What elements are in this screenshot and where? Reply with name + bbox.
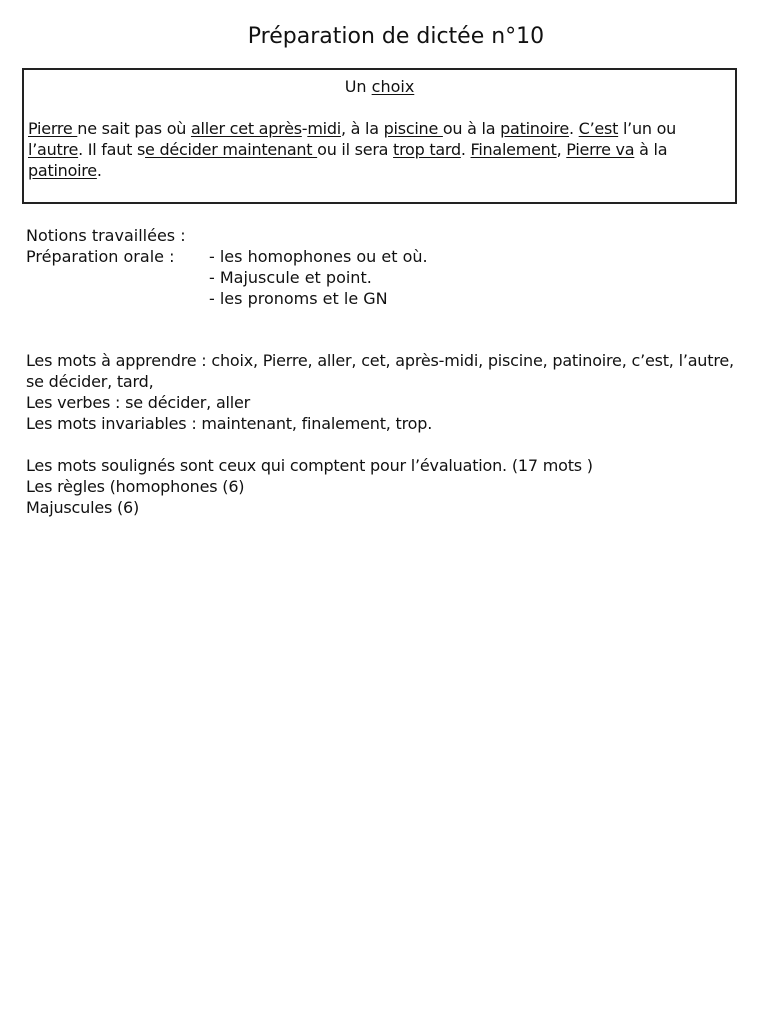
notions-list xyxy=(209,246,428,309)
oral-preparation-label: Préparation orale : xyxy=(26,247,175,266)
dictation-fragment: l’un ou xyxy=(618,119,677,138)
dictation-fragment: ou à la xyxy=(442,119,501,138)
underlined-word: Pierre va xyxy=(566,140,635,159)
underlined-word: Finalement xyxy=(470,140,557,159)
underlined-word: l’autre xyxy=(28,140,79,159)
evaluation-line: Les mots soulignés sont ceux qui comptent pour l’évaluation. (17 mots ) xyxy=(26,456,593,475)
notions-label: Notions travaillées : xyxy=(26,226,186,245)
underlined-word: midi xyxy=(307,119,341,138)
rules-line: Les règles (homophones (6) xyxy=(26,477,245,496)
dictation-fragment: à la xyxy=(634,140,668,159)
dictation-fragment: ou il sera xyxy=(317,140,394,159)
dictation-fragment: . xyxy=(96,161,102,180)
notion-item: - les pronoms et le GN xyxy=(209,288,428,309)
dictation-fragment: . Il faut s xyxy=(78,140,146,159)
words-to-learn: Les mots à apprendre : choix, Pierre, aller, cet, après-midi, piscine, patinoire, c’est, l’autre, se décider, tard, xyxy=(26,351,734,391)
notion-item: - les homophones ou et où. xyxy=(209,246,428,267)
notion-item: - Majuscule et point. xyxy=(209,267,428,288)
dictation-fragment: - xyxy=(301,119,308,138)
dictation-fragment: , xyxy=(556,140,567,159)
underlined-word: e décider maintenant xyxy=(145,140,318,159)
verbs-line: Les verbes : se décider, aller xyxy=(26,393,251,412)
page-title: Préparation de dictée n°10 xyxy=(247,24,545,49)
dictation-box xyxy=(22,68,737,204)
dictation-text xyxy=(28,118,731,181)
dictation-fragment: . xyxy=(569,119,579,138)
capitals-line: Majuscules (6) xyxy=(26,498,140,517)
underlined-word: C’est xyxy=(578,119,619,138)
spacer xyxy=(26,434,756,455)
dictation-heading-word: choix xyxy=(371,77,415,96)
underlined-word: piscine xyxy=(383,119,443,138)
dictation-heading xyxy=(28,76,731,97)
underlined-word: trop tard xyxy=(393,140,461,159)
invariables-line: Les mots invariables : maintenant, finalement, trop. xyxy=(26,414,433,433)
dictation-fragment: ne sait pas où xyxy=(77,119,191,138)
underlined-word: aller cet après xyxy=(190,119,302,138)
dictation-heading-prefix: Un xyxy=(344,77,372,96)
underlined-word: patinoire xyxy=(500,119,569,138)
oral-preparation-row xyxy=(26,246,756,309)
notions-section xyxy=(26,225,756,309)
underlined-word: patinoire xyxy=(28,161,97,180)
dictation-fragment: , à la xyxy=(340,119,384,138)
dictation-fragment: . xyxy=(460,140,471,159)
words-section xyxy=(26,350,756,518)
underlined-word: Pierre xyxy=(28,119,78,138)
